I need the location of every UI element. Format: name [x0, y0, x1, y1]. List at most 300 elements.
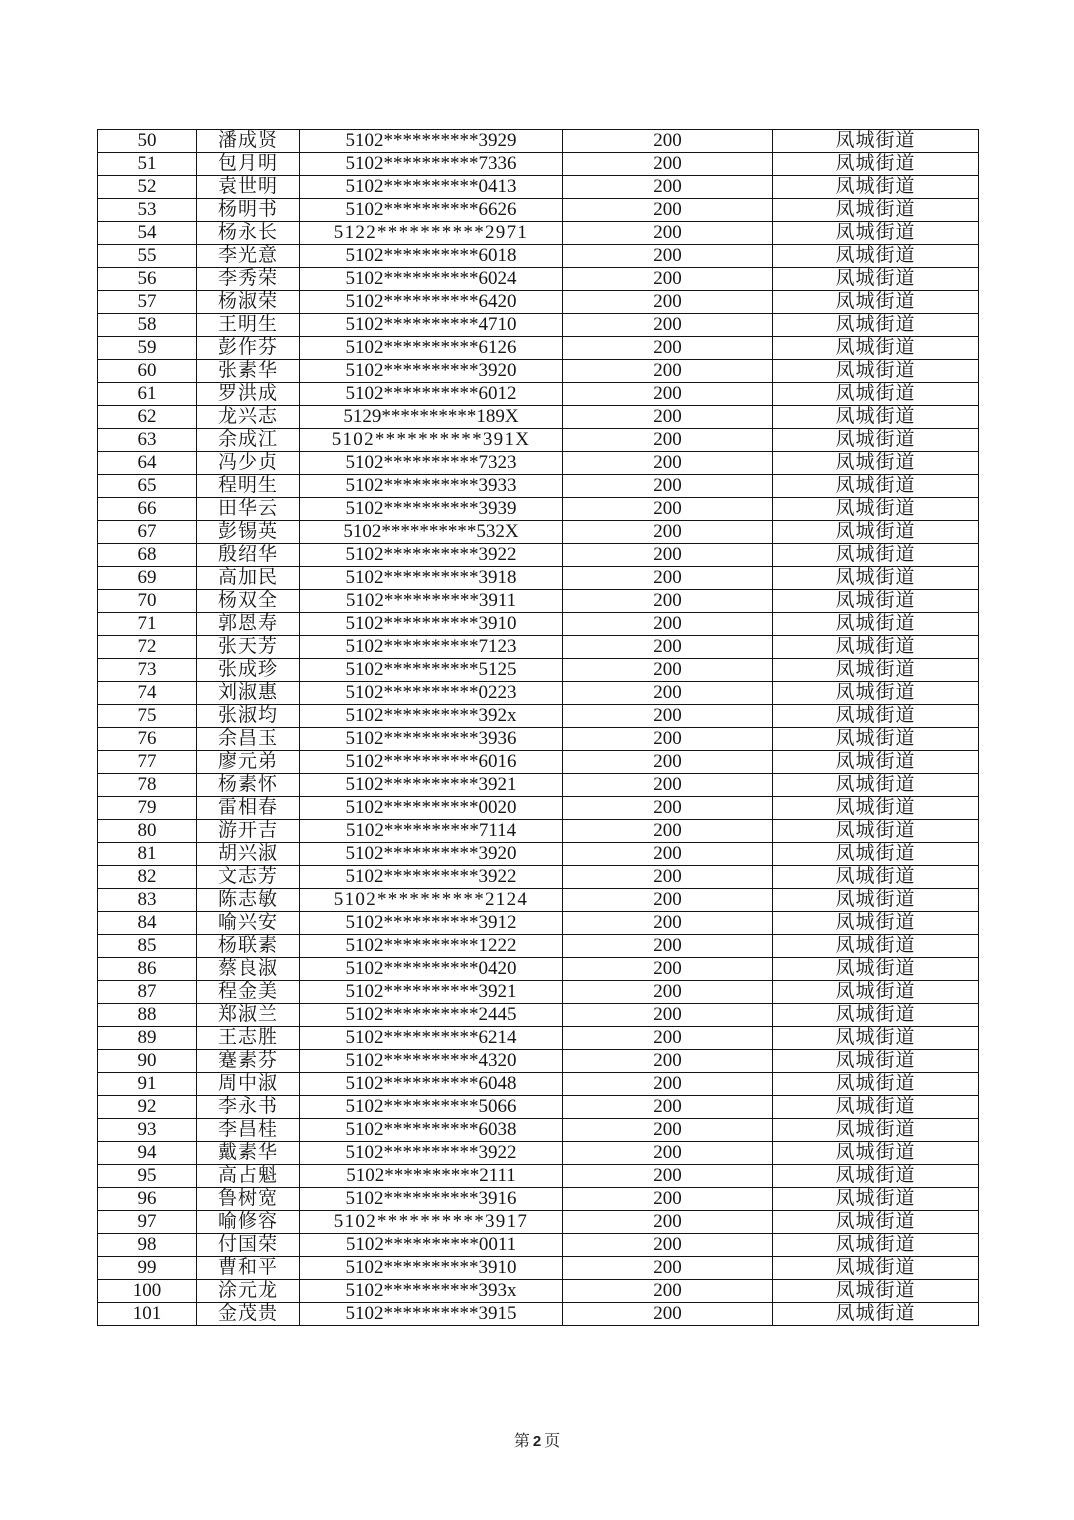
cell-row-number: 76 [98, 728, 197, 751]
cell-id-number: 5102**********393x [300, 1280, 563, 1303]
cell-amount: 200 [563, 981, 773, 1004]
cell-person-name: 彭作芬 [197, 337, 300, 360]
cell-row-number: 87 [98, 981, 197, 1004]
cell-person-name: 刘淑惠 [197, 682, 300, 705]
cell-street: 凤城街道 [773, 1303, 979, 1326]
cell-street: 凤城街道 [773, 1096, 979, 1119]
cell-amount: 200 [563, 590, 773, 613]
table-row [98, 981, 979, 1004]
cell-amount: 200 [563, 1280, 773, 1303]
table-row [98, 1188, 979, 1211]
cell-person-name: 张淑均 [197, 705, 300, 728]
table-row [98, 1119, 979, 1142]
cell-id-number: 5102**********0413 [300, 176, 563, 199]
table-row [98, 1142, 979, 1165]
cell-id-number: 5102**********3910 [300, 1257, 563, 1280]
cell-street: 凤城街道 [773, 544, 979, 567]
cell-street: 凤城街道 [773, 613, 979, 636]
cell-person-name: 杨联素 [197, 935, 300, 958]
cell-amount: 200 [563, 337, 773, 360]
cell-amount: 200 [563, 1234, 773, 1257]
cell-id-number: 5102**********3912 [300, 912, 563, 935]
cell-person-name: 田华云 [197, 498, 300, 521]
cell-row-number: 101 [98, 1303, 197, 1326]
cell-street: 凤城街道 [773, 199, 979, 222]
cell-row-number: 93 [98, 1119, 197, 1142]
cell-row-number: 89 [98, 1027, 197, 1050]
cell-amount: 200 [563, 314, 773, 337]
cell-street: 凤城街道 [773, 567, 979, 590]
cell-amount: 200 [563, 268, 773, 291]
table-row [98, 1234, 979, 1257]
cell-row-number: 79 [98, 797, 197, 820]
cell-street: 凤城街道 [773, 1211, 979, 1234]
cell-amount: 200 [563, 452, 773, 475]
cell-id-number: 5102**********6018 [300, 245, 563, 268]
table-row [98, 429, 979, 452]
cell-person-name: 程金美 [197, 981, 300, 1004]
table-row [98, 843, 979, 866]
cell-id-number: 5102**********4320 [300, 1050, 563, 1073]
cell-amount: 200 [563, 1303, 773, 1326]
cell-person-name: 雷相春 [197, 797, 300, 820]
table-row [98, 383, 979, 406]
cell-street: 凤城街道 [773, 521, 979, 544]
cell-amount: 200 [563, 636, 773, 659]
cell-person-name: 喻兴安 [197, 912, 300, 935]
cell-row-number: 90 [98, 1050, 197, 1073]
table-row [98, 1303, 979, 1326]
cell-amount: 200 [563, 130, 773, 153]
cell-amount: 200 [563, 1188, 773, 1211]
cell-id-number: 5102**********2124 [300, 889, 563, 912]
cell-street: 凤城街道 [773, 1119, 979, 1142]
cell-id-number: 5102**********7114 [300, 820, 563, 843]
cell-row-number: 51 [98, 153, 197, 176]
cell-id-number: 5102**********3939 [300, 498, 563, 521]
cell-id-number: 5102**********3916 [300, 1188, 563, 1211]
table-body [98, 130, 979, 1326]
footer-page-number: 2 [532, 1433, 542, 1450]
cell-person-name: 杨淑荣 [197, 291, 300, 314]
cell-street: 凤城街道 [773, 1050, 979, 1073]
cell-street: 凤城街道 [773, 498, 979, 521]
cell-amount: 200 [563, 751, 773, 774]
cell-amount: 200 [563, 475, 773, 498]
cell-amount: 200 [563, 1119, 773, 1142]
cell-person-name: 胡兴淑 [197, 843, 300, 866]
cell-row-number: 65 [98, 475, 197, 498]
cell-row-number: 86 [98, 958, 197, 981]
cell-street: 凤城街道 [773, 889, 979, 912]
cell-street: 凤城街道 [773, 1142, 979, 1165]
cell-street: 凤城街道 [773, 337, 979, 360]
table-row [98, 314, 979, 337]
cell-row-number: 53 [98, 199, 197, 222]
cell-row-number: 61 [98, 383, 197, 406]
cell-person-name: 李光意 [197, 245, 300, 268]
cell-person-name: 喻修容 [197, 1211, 300, 1234]
cell-row-number: 73 [98, 659, 197, 682]
cell-row-number: 72 [98, 636, 197, 659]
table-row [98, 958, 979, 981]
cell-street: 凤城街道 [773, 590, 979, 613]
cell-street: 凤城街道 [773, 682, 979, 705]
cell-amount: 200 [563, 153, 773, 176]
cell-person-name: 李永书 [197, 1096, 300, 1119]
cell-person-name: 高占魁 [197, 1165, 300, 1188]
cell-amount: 200 [563, 1004, 773, 1027]
cell-street: 凤城街道 [773, 130, 979, 153]
cell-person-name: 袁世明 [197, 176, 300, 199]
cell-person-name: 余昌玉 [197, 728, 300, 751]
cell-street: 凤城街道 [773, 1073, 979, 1096]
table-row [98, 935, 979, 958]
cell-street: 凤城街道 [773, 429, 979, 452]
cell-street: 凤城街道 [773, 912, 979, 935]
cell-street: 凤城街道 [773, 1234, 979, 1257]
cell-id-number: 5102**********2445 [300, 1004, 563, 1027]
cell-row-number: 88 [98, 1004, 197, 1027]
cell-id-number: 5102**********6012 [300, 383, 563, 406]
cell-id-number: 5102**********3936 [300, 728, 563, 751]
cell-person-name: 彭锡英 [197, 521, 300, 544]
cell-id-number: 5102**********6048 [300, 1073, 563, 1096]
cell-id-number: 5102**********7323 [300, 452, 563, 475]
cell-row-number: 60 [98, 360, 197, 383]
cell-id-number: 5102**********3933 [300, 475, 563, 498]
cell-person-name: 王志胜 [197, 1027, 300, 1050]
cell-row-number: 97 [98, 1211, 197, 1234]
beneficiary-table [97, 129, 979, 1326]
cell-amount: 200 [563, 843, 773, 866]
cell-row-number: 80 [98, 820, 197, 843]
cell-street: 凤城街道 [773, 843, 979, 866]
cell-street: 凤城街道 [773, 659, 979, 682]
cell-id-number: 5102**********6420 [300, 291, 563, 314]
table-row [98, 176, 979, 199]
cell-street: 凤城街道 [773, 153, 979, 176]
cell-id-number: 5102**********0011 [300, 1234, 563, 1257]
cell-person-name: 廖元弟 [197, 751, 300, 774]
cell-row-number: 70 [98, 590, 197, 613]
table-row [98, 475, 979, 498]
cell-id-number: 5102**********6038 [300, 1119, 563, 1142]
cell-row-number: 95 [98, 1165, 197, 1188]
cell-amount: 200 [563, 1142, 773, 1165]
cell-row-number: 74 [98, 682, 197, 705]
table-row [98, 360, 979, 383]
table-row [98, 268, 979, 291]
cell-amount: 200 [563, 613, 773, 636]
cell-person-name: 陈志敏 [197, 889, 300, 912]
cell-row-number: 52 [98, 176, 197, 199]
cell-row-number: 81 [98, 843, 197, 866]
cell-row-number: 85 [98, 935, 197, 958]
cell-row-number: 82 [98, 866, 197, 889]
table-row [98, 728, 979, 751]
cell-id-number: 5102**********6126 [300, 337, 563, 360]
cell-person-name: 游开吉 [197, 820, 300, 843]
cell-amount: 200 [563, 682, 773, 705]
cell-person-name: 殷绍华 [197, 544, 300, 567]
cell-id-number: 5102**********5066 [300, 1096, 563, 1119]
table-row [98, 153, 979, 176]
cell-row-number: 55 [98, 245, 197, 268]
table-row [98, 1027, 979, 1050]
cell-row-number: 67 [98, 521, 197, 544]
cell-amount: 200 [563, 544, 773, 567]
cell-amount: 200 [563, 176, 773, 199]
cell-amount: 200 [563, 1073, 773, 1096]
cell-street: 凤城街道 [773, 705, 979, 728]
cell-id-number: 5102**********3917 [300, 1211, 563, 1234]
cell-person-name: 戴素华 [197, 1142, 300, 1165]
cell-person-name: 郭恩寿 [197, 613, 300, 636]
cell-amount: 200 [563, 889, 773, 912]
cell-amount: 200 [563, 406, 773, 429]
cell-person-name: 周中淑 [197, 1073, 300, 1096]
cell-amount: 200 [563, 199, 773, 222]
cell-id-number: 5102**********3929 [300, 130, 563, 153]
cell-street: 凤城街道 [773, 452, 979, 475]
cell-row-number: 63 [98, 429, 197, 452]
cell-street: 凤城街道 [773, 820, 979, 843]
table-row [98, 521, 979, 544]
cell-id-number: 5102**********1222 [300, 935, 563, 958]
cell-id-number: 5102**********6016 [300, 751, 563, 774]
cell-id-number: 5102**********3911 [300, 590, 563, 613]
cell-amount: 200 [563, 521, 773, 544]
cell-row-number: 83 [98, 889, 197, 912]
cell-street: 凤城街道 [773, 383, 979, 406]
cell-amount: 200 [563, 912, 773, 935]
cell-person-name: 张成珍 [197, 659, 300, 682]
cell-id-number: 5102**********6024 [300, 268, 563, 291]
cell-id-number: 5102**********532X [300, 521, 563, 544]
cell-street: 凤城街道 [773, 958, 979, 981]
cell-id-number: 5102**********7123 [300, 636, 563, 659]
cell-amount: 200 [563, 567, 773, 590]
table-row [98, 866, 979, 889]
cell-id-number: 5102**********391X [300, 429, 563, 452]
cell-person-name: 龙兴志 [197, 406, 300, 429]
cell-person-name: 文志芳 [197, 866, 300, 889]
table-row [98, 567, 979, 590]
cell-row-number: 71 [98, 613, 197, 636]
cell-amount: 200 [563, 1165, 773, 1188]
cell-street: 凤城街道 [773, 291, 979, 314]
table-row [98, 1257, 979, 1280]
table-row [98, 498, 979, 521]
table-row [98, 912, 979, 935]
cell-street: 凤城街道 [773, 1165, 979, 1188]
cell-row-number: 68 [98, 544, 197, 567]
cell-row-number: 94 [98, 1142, 197, 1165]
table-row [98, 406, 979, 429]
cell-person-name: 李昌桂 [197, 1119, 300, 1142]
cell-id-number: 5102**********0420 [300, 958, 563, 981]
cell-id-number: 5122**********2971 [300, 222, 563, 245]
table-row [98, 1096, 979, 1119]
cell-street: 凤城街道 [773, 176, 979, 199]
table-row [98, 613, 979, 636]
cell-street: 凤城街道 [773, 1257, 979, 1280]
cell-row-number: 96 [98, 1188, 197, 1211]
table-row [98, 636, 979, 659]
cell-person-name: 涂元龙 [197, 1280, 300, 1303]
footer-suffix: 页 [544, 1433, 561, 1450]
cell-row-number: 59 [98, 337, 197, 360]
cell-amount: 200 [563, 797, 773, 820]
cell-amount: 200 [563, 360, 773, 383]
cell-person-name: 包月明 [197, 153, 300, 176]
table-row [98, 889, 979, 912]
cell-person-name: 杨双全 [197, 590, 300, 613]
cell-row-number: 100 [98, 1280, 197, 1303]
cell-id-number: 5102**********3918 [300, 567, 563, 590]
table-row [98, 544, 979, 567]
cell-street: 凤城街道 [773, 1188, 979, 1211]
cell-street: 凤城街道 [773, 314, 979, 337]
table-row [98, 222, 979, 245]
cell-amount: 200 [563, 935, 773, 958]
cell-person-name: 高加民 [197, 567, 300, 590]
cell-amount: 200 [563, 1027, 773, 1050]
cell-row-number: 91 [98, 1073, 197, 1096]
table-row [98, 199, 979, 222]
table-row [98, 1073, 979, 1096]
cell-street: 凤城街道 [773, 751, 979, 774]
cell-street: 凤城街道 [773, 1027, 979, 1050]
cell-street: 凤城街道 [773, 728, 979, 751]
cell-street: 凤城街道 [773, 1004, 979, 1027]
cell-amount: 200 [563, 728, 773, 751]
cell-amount: 200 [563, 774, 773, 797]
cell-street: 凤城街道 [773, 268, 979, 291]
cell-street: 凤城街道 [773, 981, 979, 1004]
table-row [98, 1280, 979, 1303]
cell-id-number: 5102**********3921 [300, 981, 563, 1004]
cell-amount: 200 [563, 429, 773, 452]
cell-person-name: 蹇素芬 [197, 1050, 300, 1073]
table-row [98, 1004, 979, 1027]
cell-street: 凤城街道 [773, 935, 979, 958]
cell-id-number: 5102**********7336 [300, 153, 563, 176]
cell-id-number: 5102**********6626 [300, 199, 563, 222]
table-row [98, 590, 979, 613]
cell-id-number: 5102**********2111 [300, 1165, 563, 1188]
table-row [98, 337, 979, 360]
cell-row-number: 54 [98, 222, 197, 245]
cell-amount: 200 [563, 659, 773, 682]
cell-person-name: 蔡良淑 [197, 958, 300, 981]
cell-person-name: 程明生 [197, 475, 300, 498]
cell-street: 凤城街道 [773, 1280, 979, 1303]
cell-id-number: 5102**********392x [300, 705, 563, 728]
table-row [98, 774, 979, 797]
cell-person-name: 余成江 [197, 429, 300, 452]
cell-row-number: 84 [98, 912, 197, 935]
cell-amount: 200 [563, 222, 773, 245]
cell-street: 凤城街道 [773, 222, 979, 245]
cell-id-number: 5102**********3915 [300, 1303, 563, 1326]
cell-street: 凤城街道 [773, 774, 979, 797]
cell-street: 凤城街道 [773, 636, 979, 659]
cell-row-number: 50 [98, 130, 197, 153]
footer-prefix: 第 [513, 1433, 530, 1450]
cell-street: 凤城街道 [773, 360, 979, 383]
cell-row-number: 69 [98, 567, 197, 590]
cell-amount: 200 [563, 820, 773, 843]
page-footer [0, 1428, 1074, 1451]
cell-id-number: 5102**********3922 [300, 544, 563, 567]
cell-person-name: 张素华 [197, 360, 300, 383]
cell-amount: 200 [563, 383, 773, 406]
cell-id-number: 5102**********4710 [300, 314, 563, 337]
cell-amount: 200 [563, 498, 773, 521]
cell-street: 凤城街道 [773, 475, 979, 498]
table-row [98, 1165, 979, 1188]
cell-amount: 200 [563, 245, 773, 268]
cell-amount: 200 [563, 1096, 773, 1119]
cell-person-name: 付国荣 [197, 1234, 300, 1257]
cell-id-number: 5102**********3920 [300, 843, 563, 866]
table-row [98, 705, 979, 728]
table-row [98, 751, 979, 774]
cell-street: 凤城街道 [773, 406, 979, 429]
table-row [98, 1050, 979, 1073]
table-row [98, 130, 979, 153]
cell-id-number: 5102**********3910 [300, 613, 563, 636]
cell-person-name: 冯少贞 [197, 452, 300, 475]
table-row [98, 291, 979, 314]
cell-person-name: 罗洪成 [197, 383, 300, 406]
cell-person-name: 张天芳 [197, 636, 300, 659]
cell-row-number: 66 [98, 498, 197, 521]
table-row [98, 452, 979, 475]
cell-amount: 200 [563, 705, 773, 728]
cell-amount: 200 [563, 1257, 773, 1280]
cell-person-name: 郑淑兰 [197, 1004, 300, 1027]
cell-row-number: 58 [98, 314, 197, 337]
cell-row-number: 56 [98, 268, 197, 291]
cell-row-number: 64 [98, 452, 197, 475]
table-row [98, 245, 979, 268]
cell-id-number: 5129**********189X [300, 406, 563, 429]
cell-street: 凤城街道 [773, 866, 979, 889]
cell-person-name: 王明生 [197, 314, 300, 337]
cell-row-number: 78 [98, 774, 197, 797]
cell-row-number: 98 [98, 1234, 197, 1257]
table-row [98, 659, 979, 682]
cell-street: 凤城街道 [773, 797, 979, 820]
cell-person-name: 杨素怀 [197, 774, 300, 797]
cell-id-number: 5102**********0223 [300, 682, 563, 705]
cell-person-name: 杨明书 [197, 199, 300, 222]
cell-person-name: 杨永长 [197, 222, 300, 245]
cell-id-number: 5102**********6214 [300, 1027, 563, 1050]
table-row [98, 1211, 979, 1234]
cell-row-number: 62 [98, 406, 197, 429]
cell-person-name: 曹和平 [197, 1257, 300, 1280]
cell-person-name: 鲁树宽 [197, 1188, 300, 1211]
cell-id-number: 5102**********3922 [300, 866, 563, 889]
cell-id-number: 5102**********3921 [300, 774, 563, 797]
cell-row-number: 92 [98, 1096, 197, 1119]
cell-street: 凤城街道 [773, 245, 979, 268]
cell-row-number: 99 [98, 1257, 197, 1280]
